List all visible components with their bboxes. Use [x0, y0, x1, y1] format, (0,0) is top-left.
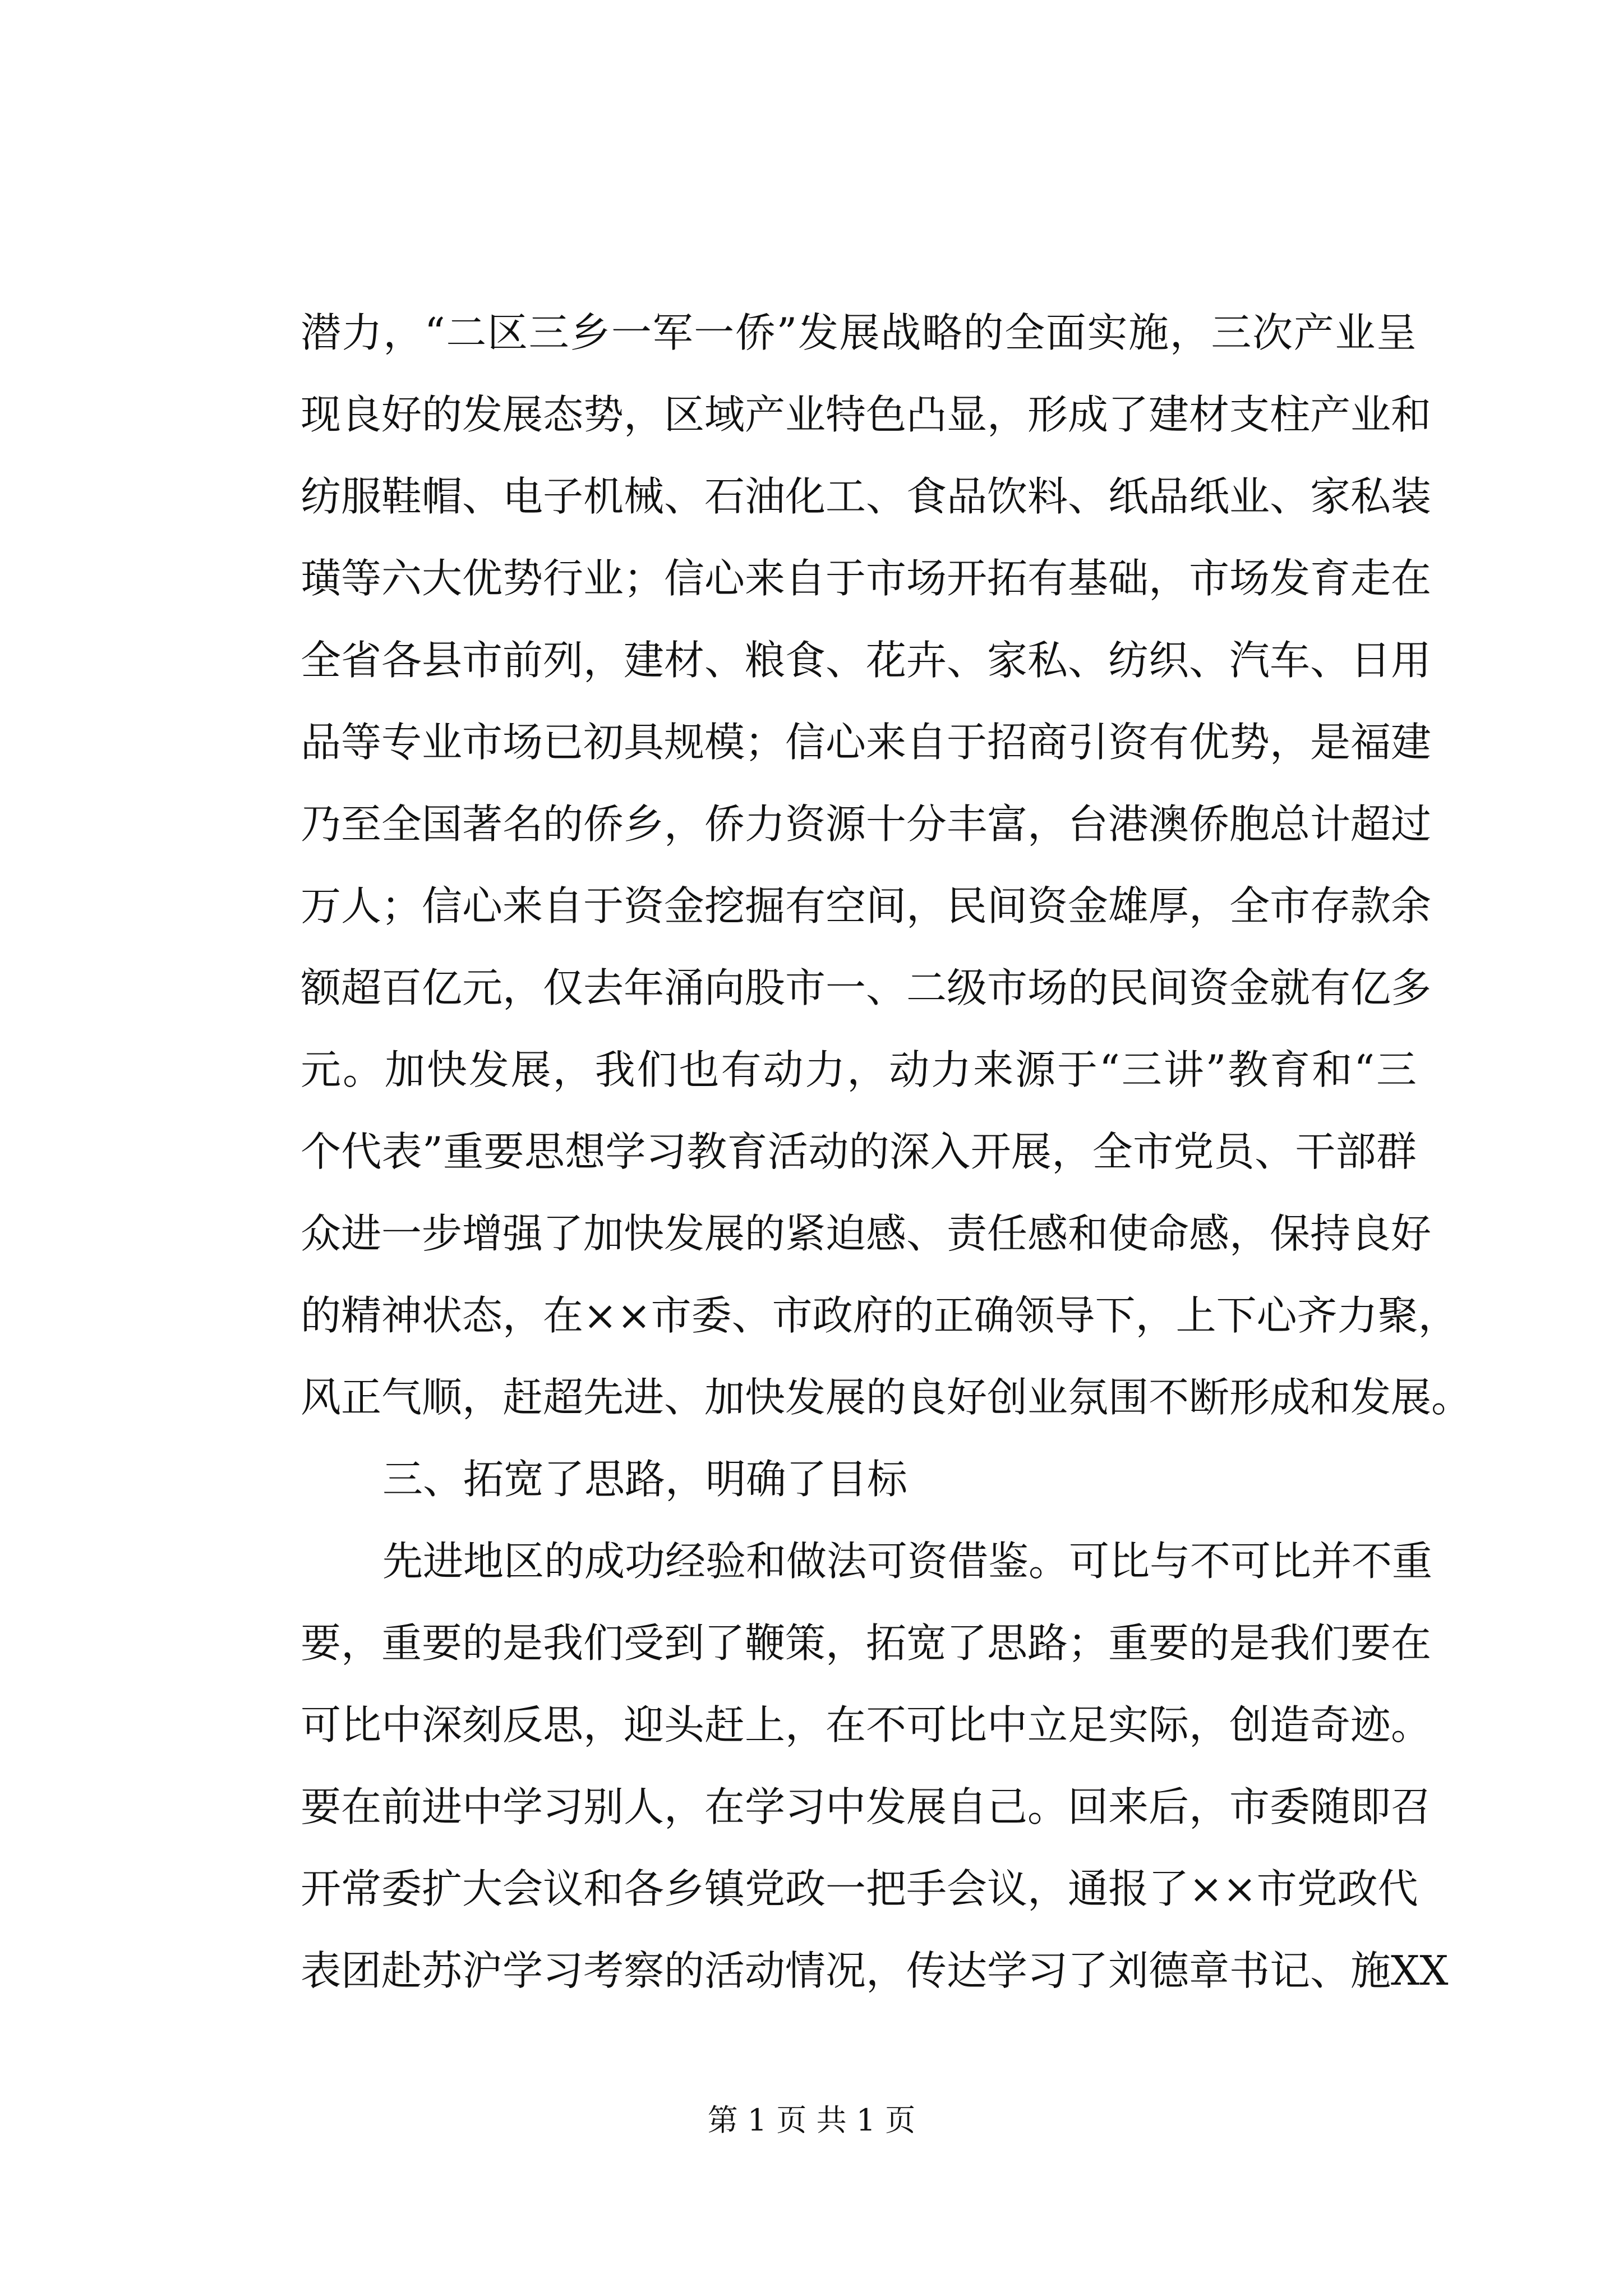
- text-line: 开常委扩大会议和各乡镇党政一把手会议，通报了××市党政代: [301, 1865, 1418, 1912]
- text-line: 元。加快发展，我们也有动力，动力来源于“三讲”教育和“三: [301, 1046, 1417, 1093]
- text-line: 璜等六大优势行业；信心来自于市场开拓有基础，市场发育走在: [301, 555, 1432, 602]
- text-line: 可比中深刻反思，迎头赶上，在不可比中立足实际，创造奇迹。: [301, 1701, 1432, 1749]
- text-line: 要在前进中学习别人，在学习中发展自己。回来后，市委随即召: [301, 1783, 1432, 1830]
- text-line: 乃至全国著名的侨乡，侨力资源十分丰富，台港澳侨胞总计超过: [301, 800, 1432, 848]
- text-line: 先进地区的成功经验和做法可资借鉴。可比与不可比并不重: [382, 1538, 1433, 1585]
- text-line: 众进一步增强了加快发展的紧迫感、责任感和使命感，保持良好: [301, 1210, 1432, 1257]
- text-line: 额超百亿元，仅去年涌向股市一、二级市场的民间资金就有亿多: [301, 964, 1432, 1011]
- text-line: 个代表”重要思想学习教育活动的深入开展，全市党员、干部群: [301, 1128, 1417, 1175]
- text-line: 风正气顺，赶超先进、加快发展的良好创业氛围不断形成和发展。: [301, 1374, 1472, 1421]
- text-line: 纺服鞋帽、电子机械、石油化工、食品饮料、纸品纸业、家私装: [301, 473, 1432, 520]
- text-line: 的精神状态，在××市委、市政府的正确领导下，上下心齐力聚，: [301, 1292, 1459, 1339]
- text-line: 现良好的发展态势，区域产业特色凸显，形成了建材支柱产业和: [301, 391, 1432, 438]
- document-body: [301, 292, 1472, 2012]
- text-line: 要，重要的是我们受到了鞭策，拓宽了思路；重要的是我们要在: [301, 1619, 1432, 1667]
- text-line: 全省各县市前列，建材、粮食、花卉、家私、纺织、汽车、日用: [301, 637, 1432, 684]
- text-line: 万人；信心来自于资金挖掘有空间，民间资金雄厚，全市存款余: [301, 882, 1432, 930]
- text-line: 品等专业市场已初具规模；信心来自于招商引资有优势，是福建: [301, 719, 1432, 766]
- text-line: 潜力，“二区三乡一军一侨”发展战略的全面实施，三次产业呈: [301, 309, 1417, 356]
- section-heading: 三、拓宽了思路，明确了目标: [382, 1456, 908, 1503]
- page-footer: 第 1 页 共 1 页: [707, 2102, 916, 2138]
- text-line: 表团赴苏沪学习考察的活动情况，传达学习了刘德章书记、施XX: [301, 1947, 1449, 1994]
